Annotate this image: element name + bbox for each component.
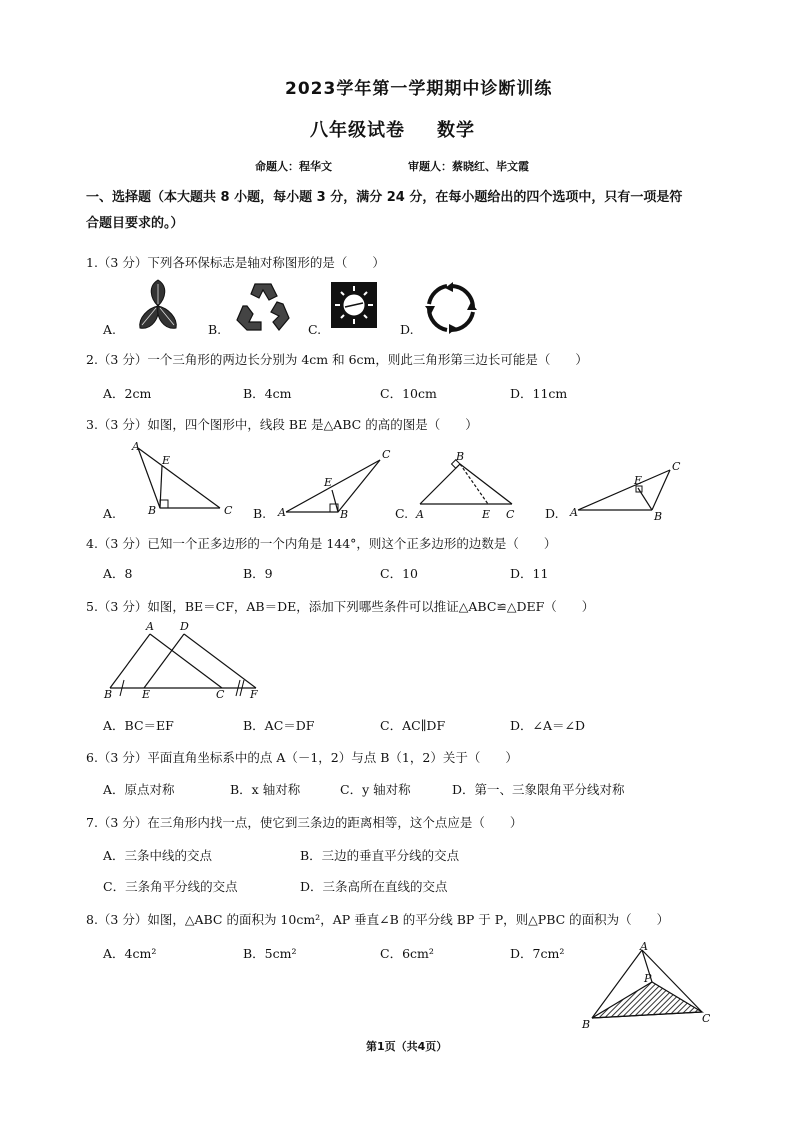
q7-option-d: D．三条高所在直线的交点	[300, 879, 448, 894]
q6-option-a: A．原点对称	[103, 782, 175, 797]
q5-option-b: B．AC＝DF	[243, 718, 315, 733]
exam-subject: 数学	[437, 120, 475, 141]
q4-option-b: B．9	[243, 566, 273, 581]
q6-option-b: B．x 轴对称	[230, 782, 301, 797]
recycle-logo-icon	[233, 276, 293, 336]
q8-option-c: C．6cm²	[380, 946, 434, 961]
q3-figure-c	[415, 450, 515, 521]
q5-figure	[100, 618, 270, 700]
q8-option-a: A．4cm²	[103, 946, 157, 961]
q2-option-a: A．2cm	[103, 386, 152, 401]
q3b-pt-c: C	[382, 448, 391, 461]
q3a-pt-a: A	[132, 440, 140, 453]
q3c-pt-c: C	[506, 508, 515, 521]
q8-stem: 8.（3 分）如图，△ABC 的面积为 10cm²，AP 垂直∠B 的平分线 BP 于 P，则△PBC 的面积为（ ）	[86, 912, 670, 927]
q6-stem: 6.（3 分）平面直角坐标系中的点 A（－1，2）与点 B（1，2）关于（ ）	[86, 750, 518, 765]
q3-label-a: A.	[103, 506, 117, 521]
q3c-pt-b: B	[456, 450, 465, 463]
exam-title: 2023学年第一学期期中诊断训练	[285, 79, 553, 99]
q1-label-b: B.	[208, 322, 222, 337]
q4-option-d: D．11	[510, 566, 549, 581]
q2-option-c: C．10cm	[380, 386, 437, 401]
q3b-pt-a: A	[278, 506, 286, 519]
q8-pt-b: B	[582, 1018, 591, 1030]
q5-pt-f: F	[250, 688, 258, 700]
q3d-pt-e: E	[634, 474, 643, 487]
q3-label-c: C.	[395, 506, 409, 521]
q3-figure-d	[569, 460, 681, 523]
exam-grade: 八年级试卷	[310, 120, 405, 141]
q8-option-b: B．5cm²	[243, 946, 297, 961]
q8-pt-a: A	[640, 940, 648, 953]
q3-label-b: B.	[253, 506, 267, 521]
q7-option-a: A．三条中线的交点	[103, 848, 213, 863]
q8-pt-c: C	[702, 1012, 710, 1025]
sun-logo-icon	[325, 276, 383, 334]
q3d-pt-b: B	[654, 510, 663, 523]
q5-pt-c: C	[216, 688, 225, 700]
q3-figure-a	[131, 440, 233, 517]
q2-stem: 2.（3 分）一个三角形的两边长分别为 4cm 和 6cm，则此三角形第三边长可能是（ ）	[86, 352, 588, 367]
q5-option-a: A．BC＝EF	[103, 718, 174, 733]
q3a-pt-b: B	[148, 504, 157, 517]
q5-option-d: D．∠A＝∠D	[510, 718, 586, 733]
section-heading-line2: 合题目要求的。）	[86, 216, 184, 231]
q3b-pt-b: B	[340, 508, 349, 521]
q5-stem: 5.（3 分）如图，BE＝CF，AB＝DE，添加下列哪些条件可以推证△ABC≌△DEF（ ）	[86, 599, 595, 614]
q8-option-d: D．7cm²	[510, 946, 565, 961]
q3b-pt-e: E	[324, 476, 333, 489]
q3-stem: 3.（3 分）如图，四个图形中，线段 BE 是△ABC 的高的图是（ ）	[86, 417, 478, 432]
q5-pt-b: B	[104, 688, 113, 700]
q6-option-d: D．第一、三象限角平分线对称	[452, 782, 625, 797]
q1-label-c: C.	[308, 322, 322, 337]
reviewer: 审题人：蔡晓红、毕文霞	[408, 160, 529, 173]
q7-option-b: B．三边的垂直平分线的交点	[300, 848, 460, 863]
leaf-logo-icon	[130, 278, 186, 334]
q4-stem: 4.（3 分）已知一个正多边形的一个内角是 144°，则这个正多边形的边数是（ ）	[86, 536, 557, 551]
author: 命题人：程华文	[255, 160, 332, 173]
cycle-arrows-logo-icon	[425, 282, 477, 334]
q3d-pt-a: A	[570, 506, 578, 519]
q3a-pt-e: E	[162, 454, 171, 467]
q3-label-d: D.	[545, 506, 559, 521]
q8-figure	[580, 940, 710, 1030]
q7-option-c: C．三条角平分线的交点	[103, 879, 238, 894]
q2-option-d: D．11cm	[510, 386, 568, 401]
section-heading-line1: 一、选择题（本大题共 8 小题，每小题 3 分，满分 24 分，在每小题给出的四个选项中，只有一项是符	[86, 190, 683, 205]
q3a-pt-c: C	[224, 504, 233, 517]
q6-option-c: C．y 轴对称	[340, 782, 411, 797]
q2-option-b: B．4cm	[243, 386, 292, 401]
q5-pt-d: D	[180, 620, 189, 633]
q4-option-a: A．8	[103, 566, 133, 581]
q3d-pt-c: C	[672, 460, 681, 473]
page-footer: 第1页（共4页）	[366, 1040, 448, 1053]
q1-label-a: A.	[103, 322, 117, 337]
q5-pt-a: A	[146, 620, 154, 633]
q5-pt-e: E	[142, 688, 151, 700]
q3c-pt-a: A	[416, 508, 424, 521]
q5-option-c: C．AC∥DF	[380, 718, 446, 733]
q1-label-d: D.	[400, 322, 414, 337]
q1-stem: 1.（3 分）下列各环保标志是轴对称图形的是（ ）	[86, 255, 385, 270]
q7-stem: 7.（3 分）在三角形内找一点，使它到三条边的距离相等，这个点应是（ ）	[86, 815, 523, 830]
q4-option-c: C．10	[380, 566, 418, 581]
q3c-pt-e: E	[482, 508, 491, 521]
q3-figure-b	[277, 448, 391, 521]
q8-pt-p: P	[644, 972, 652, 985]
